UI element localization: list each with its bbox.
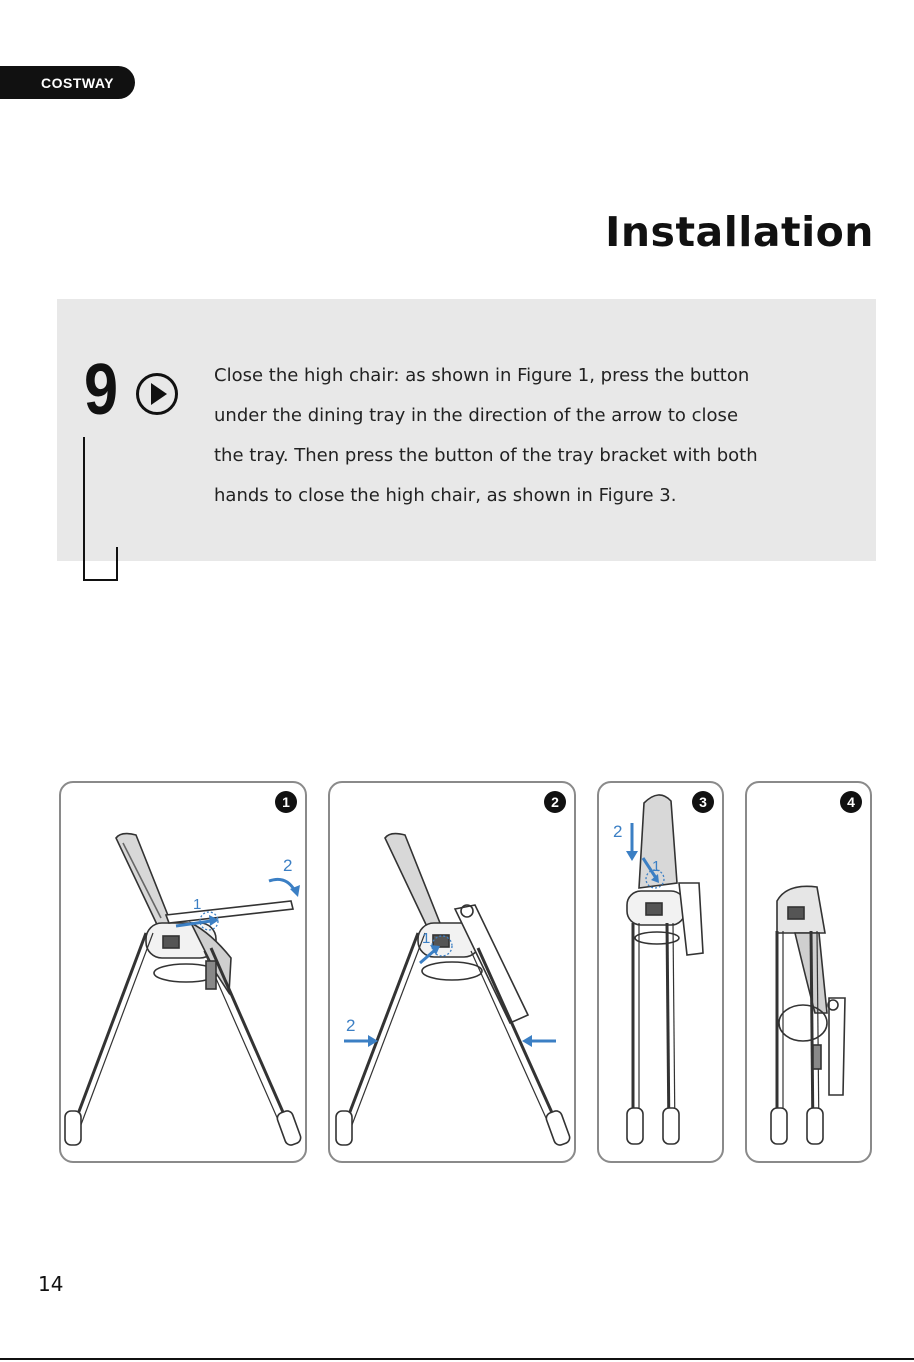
figure-4: [745, 781, 872, 1163]
step-number: 9: [84, 350, 119, 430]
figure-badge: 1: [275, 791, 297, 813]
rotate-arrow-icon: [269, 879, 300, 897]
high-chair-illustration: [599, 783, 724, 1163]
callout-label: 2: [346, 1016, 356, 1035]
figure-3: [597, 781, 724, 1163]
callout-label: 1: [422, 930, 431, 947]
step-bracket-line: [116, 547, 118, 581]
step-bracket-line: [83, 437, 85, 580]
high-chair-illustration: [61, 783, 307, 1163]
callout-label: 2: [283, 856, 293, 875]
page-number: 14: [38, 1272, 64, 1296]
figure-1: [59, 781, 307, 1163]
callout-label: 1: [652, 858, 661, 875]
instruction-line: hands to close the high chair, as shown in Figure 3.: [214, 485, 677, 506]
instruction-line: Close the high chair: as shown in Figure 1, press the button: [214, 365, 750, 386]
footer-rule: [0, 1358, 914, 1360]
high-chair-illustration: [330, 783, 576, 1163]
instruction-line: the tray. Then press the button of the tray bracket with both: [214, 445, 758, 466]
brand-logo: [0, 66, 135, 99]
callout-label: 1: [193, 896, 202, 913]
figure-2: [328, 781, 576, 1163]
brand-name: COSTWAY: [41, 74, 114, 91]
play-circle-icon: [135, 372, 179, 416]
step-instructions: [214, 356, 854, 516]
step-bracket-line: [83, 579, 118, 581]
figure-badge: 3: [692, 791, 714, 813]
instruction-line: under the dining tray in the direction of the arrow to close: [214, 405, 739, 426]
high-chair-illustration: [747, 783, 872, 1163]
figure-badge: 4: [840, 791, 862, 813]
figure-badge: 2: [544, 791, 566, 813]
page-title: Installation: [605, 208, 874, 256]
callout-label: 2: [613, 822, 623, 841]
